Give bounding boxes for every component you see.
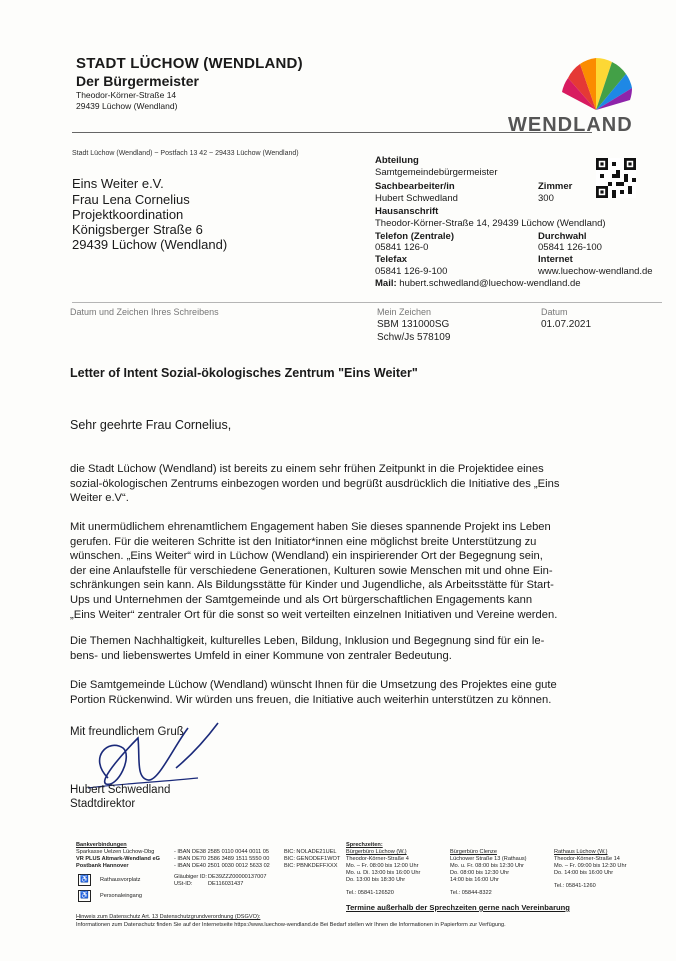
text-line: die Stadt Lüchow (Wendland) ist bereits zu einem sehr frühen Zeitpunkt in die Projektidee eines xyxy=(70,463,544,475)
office-hours: Do. 08:00 bis 12:30 Uhr xyxy=(450,870,510,876)
office-address: Theodor-Körner-Straße 14 xyxy=(554,856,620,862)
telefax-label: Telefax xyxy=(375,254,408,265)
paragraph-2 xyxy=(70,520,636,622)
sachbearbeiter-value: Hubert Schwedland xyxy=(375,193,458,204)
wendland-logo-icon xyxy=(548,48,644,118)
office-block xyxy=(450,849,550,897)
text-line: Portion Rückenwind. Wir würden uns freuen, die Initiative auch weiterhin unterstützen zu können. xyxy=(70,693,552,706)
office-tel: Tel.: 05841-126520 xyxy=(346,890,394,896)
glaeubiger-label: Gläubiger ID: xyxy=(174,874,207,880)
bank-iban: - IBAN DE70 2586 3489 1511 5550 00 xyxy=(174,856,270,862)
office-hours: Mo. – Fr. 08:00 bis 12:00 Uhr xyxy=(346,863,419,869)
fold-rule xyxy=(72,302,662,303)
office-block xyxy=(554,849,654,890)
recipient-line-4: Königsberger Straße 6 xyxy=(72,222,203,237)
header-rule xyxy=(72,132,592,133)
durchwahl-value: 05841 126-100 xyxy=(538,242,602,253)
zimmer-label: Zimmer xyxy=(538,181,573,192)
bank-bic: BIC: NOLADE21UEL xyxy=(284,849,337,855)
durchwahl-label: Durchwahl xyxy=(538,231,587,242)
bank-iban: - IBAN DE38 2585 0110 0044 0011 05 xyxy=(174,849,269,855)
letter-subject: Letter of Intent Sozial-ökologisches Zentrum "Eins Weiter" xyxy=(70,366,418,380)
recipient-line-1: Eins Weiter e.V. xyxy=(72,176,164,191)
paragraph-4 xyxy=(70,678,636,707)
recipient-line-3: Projektkoordination xyxy=(72,207,184,222)
telefax-value: 05841 126-9-100 xyxy=(375,266,448,277)
internet-value: www.luechow-wendland.de xyxy=(538,266,653,277)
logo-wordmark: WENDLAND xyxy=(508,114,633,136)
text-line: schränkungen sein kann. Als Bildungsstätte für Kinder und Jugendliche, als Arbeitsstätte für Start- xyxy=(70,579,554,592)
mein-zeichen-2: Schw/Js 578109 xyxy=(377,332,451,343)
datum-value: 01.07.2021 xyxy=(541,319,592,330)
paragraph-1 xyxy=(70,462,636,506)
office-name: Bürgerbüro Lüchow (W.) xyxy=(346,849,407,855)
office-address: Theodor-Körner-Straße 4 xyxy=(346,856,409,862)
letterhead-zip: 29439 Lüchow (Wendland) xyxy=(76,101,178,111)
office-hours: Do. 13:00 bis 18:30 Uhr xyxy=(346,877,406,883)
mein-zeichen-1: SBM 131000SG xyxy=(377,319,450,330)
qr-code-icon xyxy=(596,158,636,198)
dsgvo-text: Informationen zum Datenschutz finden Sie auf der Internetseite https://www.luechow-wendland.de Bei Bedarf stellen wir Ihnen die Informationen in Papierform zur Verfügung. xyxy=(76,922,506,928)
office-tel: Tel.: 05841-1260 xyxy=(554,883,596,889)
closing-title: Stadtdirektor xyxy=(70,798,136,810)
closing-name: Hubert Schwedland xyxy=(70,784,171,796)
office-block xyxy=(346,849,446,897)
letterhead-city: STADT LÜCHOW (WENDLAND) xyxy=(76,55,303,72)
abteilung-value: Samtgemeindebürgermeister xyxy=(375,167,498,178)
office-hours: Mo. u. Fr. 08:00 bis 12:30 Uhr xyxy=(450,863,524,869)
sprechzeiten-title: Sprechzeiten: xyxy=(346,842,383,848)
abteilung-label: Abteilung xyxy=(375,155,419,166)
sachbearbeiter-label: Sachbearbeiter/in xyxy=(375,181,455,192)
personaleingang-label: Personaleingang xyxy=(100,893,142,899)
office-name: Bürgerbüro Clenze xyxy=(450,849,497,855)
closing-greeting: Mit freundlichem Gruß xyxy=(70,726,184,738)
text-line: wünschen. „Eins Weiter“ wird in Lüchow (Wendland) ein inspirierender Ort der Begegnung sein, xyxy=(70,550,543,563)
bank-bic: BIC: PBNKDEFFXXX xyxy=(284,863,338,869)
office-hours: 14:00 bis 16:00 Uhr xyxy=(450,877,499,883)
text-line: sozial-ökologischen Zentrums einbezogen worden und begrüßt ausdrücklich die Initiative des „Eins xyxy=(70,477,560,490)
office-hours: Do. 14:00 bis 16:00 Uhr xyxy=(554,870,614,876)
letterhead-office: Der Bürgermeister xyxy=(76,73,199,89)
recipient-line-5: 29439 Lüchow (Wendland) xyxy=(72,237,228,252)
text-line: bens- und liebenswertes Umfeld in einer Kommune von zentraler Bedeutung. xyxy=(70,649,452,662)
salutation: Sehr geehrte Frau Cornelius, xyxy=(70,418,232,432)
glaeubiger-value: DE39ZZZ00000137007 xyxy=(208,874,267,880)
paragraph-3 xyxy=(70,634,636,663)
bank-title: Bankverbindungen xyxy=(76,842,127,848)
ihr-schreiben-label: Datum und Zeichen Ihres Schreibens xyxy=(70,307,219,317)
recipient-line-2: Frau Lena Cornelius xyxy=(72,192,190,207)
rathaus-vorplatz-icon: ♿ xyxy=(78,874,91,886)
glaeubiger-block xyxy=(174,874,266,888)
internet-label: Internet xyxy=(538,254,573,265)
ustid-value: DE116031437 xyxy=(208,881,244,887)
text-line: Die Themen Nachhaltigkeit, kulturelles Leben, Bildung, Inklusion und Begegnung sind für ein le- xyxy=(70,635,545,647)
hausanschrift-value: Theodor-Körner-Straße 14, 29439 Lüchow (Wendland) xyxy=(375,218,606,229)
bank-name: Sparkasse Uelzen Lüchow-Dbg xyxy=(76,849,155,855)
office-hours: Mo. u. Di. 13:00 bis 16:00 Uhr xyxy=(346,870,421,876)
bank-iban: - IBAN DE40 2501 0030 0012 5633 02 xyxy=(174,863,270,869)
text-line: der eine Anlaufstelle für verschiedene Generationen, Kulturen sowie Menschen mit und ohne Ein- xyxy=(70,564,553,577)
mail-value: hubert.schwedland@luechow-wendland.de xyxy=(399,278,581,289)
dsgvo-title: Hinweis zum Datenschutz Art. 13 Datenschutzgrundverordnung (DSGVO): xyxy=(76,914,261,920)
letterhead-street: Theodor-Körner-Straße 14 xyxy=(76,90,177,100)
office-tel: Tel.: 05844-8322 xyxy=(450,890,492,896)
telefon-label: Telefon (Zentrale) xyxy=(375,231,454,242)
text-line: „Eins Weiter“ zentraler Ort für die sonst so weit verteilten einzelnen Initiativen und Vereine werden. xyxy=(70,608,558,621)
hausanschrift-label: Hausanschrift xyxy=(375,206,439,217)
mail-row xyxy=(375,278,581,289)
personaleingang-icon: ♿ xyxy=(78,890,91,902)
text-line: Die Samtgemeinde Lüchow (Wendland) wünscht Ihnen für die Umsetzung des Projektes eine gute xyxy=(70,679,557,691)
text-line: Weiter e.V“. xyxy=(70,492,129,505)
datum-label: Datum xyxy=(541,307,568,317)
bank-name: Postbank Hannover xyxy=(76,863,129,869)
sender-line: Stadt Lüchow (Wendland) ~ Postfach 13 42 ~ 29433 Lüchow (Wendland) xyxy=(72,150,299,157)
bank-bic: BIC: GENODEF1WOT xyxy=(284,856,341,862)
mail-label: Mail: xyxy=(375,278,397,289)
zimmer-value: 300 xyxy=(538,193,554,204)
rathaus-vorplatz-label: Rathausvorplatz xyxy=(100,877,141,883)
text-line: Ups und Unternehmen der Samtgemeinde und als Ort bürgerschaftlichen Engagements kann xyxy=(70,593,533,606)
ustid-label: USt-ID: xyxy=(174,881,193,887)
text-line: gerufen. Für die weiteren Schritte ist den Initiator*innen eine möglichst breite Unterstützung zu xyxy=(70,535,537,548)
bank-name: VR PLUS Altmark-Wendland eG xyxy=(76,856,160,862)
bank-block xyxy=(76,842,340,870)
telefon-value: 05841 126-0 xyxy=(375,242,429,253)
termine-note: Termine außerhalb der Sprechzeiten gerne nach Vereinbarung xyxy=(346,903,570,912)
office-address: Lüchower Straße 13 (Rathaus) xyxy=(450,856,527,862)
office-hours: Mo. – Fr. 09:00 bis 12:30 Uhr xyxy=(554,863,627,869)
text-line: Mit unermüdlichem ehrenamtlichem Engagement haben Sie dieses spannende Projekt ins Leben xyxy=(70,521,551,533)
mein-zeichen-label: Mein Zeichen xyxy=(377,307,432,317)
office-name: Rathaus Lüchow (W.) xyxy=(554,849,608,855)
